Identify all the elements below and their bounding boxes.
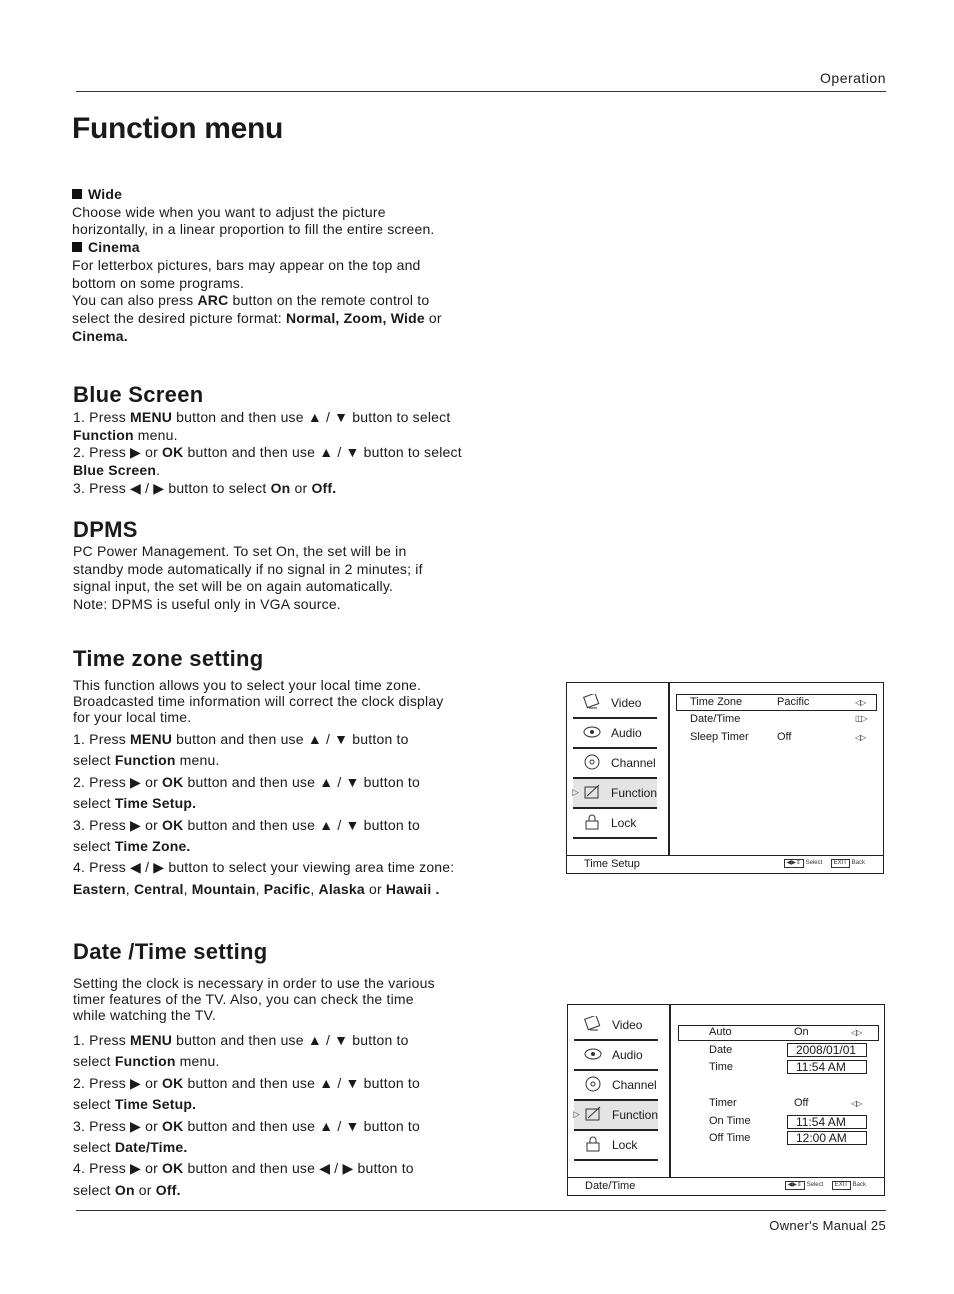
channel-icon: [584, 1076, 602, 1092]
tz-step-1b: select Function menu.: [73, 752, 220, 769]
menu-status-bar: Time Setup ◀▶⇕ Select EXIT Back: [567, 855, 883, 873]
dpms-text: [73, 543, 423, 614]
function-icon: [584, 1106, 602, 1122]
channel-icon: [583, 754, 601, 770]
date-time-title: Date /Time setting: [73, 939, 268, 964]
nav-keys-icon: ◀▶⇕: [785, 1181, 805, 1190]
tz-step-3b: select Time Zone.: [73, 837, 191, 854]
enter-arrow-icon: ◫▷: [855, 714, 867, 723]
arc-line-1: You can also press ARC button on the remote control to: [72, 292, 430, 309]
time-value-field[interactable]: 11:54 AM: [787, 1060, 867, 1074]
wide-line-1: Choose wide when you want to adjust the picture: [72, 203, 386, 220]
dt-step-2: 2. Press ▶ or OK button and then use ▲ / ▼ button to: [73, 1074, 420, 1091]
menu-row-on-time-label: On Time: [709, 1115, 751, 1127]
video-icon: [584, 1016, 602, 1032]
dpms-line-2: standby mode automatically if no signal in 2 minutes; if: [73, 560, 423, 577]
menu-status-bar: Date/Time ◀▶⇕ Select EXIT Back: [568, 1177, 884, 1195]
dt-step-4b: select On or Off.: [73, 1181, 181, 1198]
menu-item-function[interactable]: ▷ Function: [574, 1101, 658, 1131]
arc-line-3: Cinema.: [72, 327, 128, 344]
square-bullet-icon: [72, 242, 82, 252]
left-right-arrows-icon: ◁▷: [855, 698, 866, 707]
cinema-heading: Cinema: [72, 239, 512, 257]
tv-menu-date-time: Video Audio Channel ▷ Function Lock Auto On ◁▷ Date 2008/01/01 Time 11:54 AM Timer Off ◁▷ On Time 11:54 AM Off Time 12:00 AM Date/Time ◀▶⇕ Select EXIT Back: [567, 1004, 885, 1196]
dt-intro-1: Setting the clock is necessary in order to use the various: [73, 975, 435, 991]
menu-item-video[interactable]: Video: [573, 689, 657, 719]
audio-icon: [583, 724, 601, 740]
menu-row-date-label: Date: [709, 1044, 733, 1056]
dt-intro-3: while watching the TV.: [73, 1007, 216, 1023]
pointer-icon: ▷: [572, 787, 579, 797]
menu-item-lock[interactable]: Lock: [573, 809, 657, 839]
date-value-field[interactable]: 2008/01/01: [787, 1043, 867, 1057]
square-bullet-icon: [72, 189, 82, 199]
menu-item-audio[interactable]: Audio: [573, 719, 657, 749]
dt-step-3: 3. Press ▶ or OK button and then use ▲ / ▼ button to: [73, 1117, 420, 1134]
bs-step-2b: Blue Screen.: [73, 462, 161, 479]
dt-step-3b: select Date/Time.: [73, 1138, 188, 1155]
menu-row-off-time-label: Off Time: [709, 1132, 751, 1144]
bs-step-1: 1. Press MENU button and then use ▲ / ▼ button to select: [73, 409, 451, 425]
pointer-icon: ▷: [573, 1109, 580, 1119]
section-header: Operation: [820, 70, 886, 86]
dpms-title: DPMS: [73, 517, 138, 542]
off-time-value-field[interactable]: 12:00 AM: [787, 1131, 867, 1145]
bs-step-1b: Function menu.: [73, 426, 178, 443]
key-hints: ◀▶⇕ Select EXIT Back: [785, 1181, 866, 1190]
page-title: Function menu: [72, 112, 284, 145]
tz-zones: Eastern, Central, Mountain, Pacific, Alaska or Hawaii .: [73, 880, 440, 897]
menu-item-channel[interactable]: Channel: [574, 1071, 658, 1101]
left-right-arrows-icon: ◁▷: [851, 1028, 862, 1037]
key-hints: ◀▶⇕ Select EXIT Back: [784, 859, 865, 868]
dpms-line-1: PC Power Management. To set On, the set will be in: [73, 543, 407, 559]
time-zone-intro: [73, 677, 444, 725]
bottom-rule: [76, 1210, 886, 1211]
menu-item-function[interactable]: ▷ Function: [573, 779, 657, 809]
cinema-line-2: bottom on some programs.: [72, 274, 245, 291]
menu-item-video[interactable]: Video: [574, 1011, 658, 1041]
wide-heading: Wide: [72, 186, 512, 204]
wide-line-2: horizontally, in a linear proportion to fill the entire screen.: [72, 221, 435, 238]
lock-icon: [584, 1136, 602, 1152]
dpms-line-4: Note: DPMS is useful only in VGA source.: [73, 596, 341, 613]
menu-item-channel[interactable]: Channel: [573, 749, 657, 779]
dpms-line-3: signal input, the set will be on again automatically.: [73, 578, 394, 595]
nav-keys-icon: ◀▶⇕: [784, 859, 804, 868]
menu-item-audio[interactable]: Audio: [574, 1041, 658, 1071]
tz-intro-3: for your local time.: [73, 709, 192, 725]
function-icon: [583, 784, 601, 800]
dt-intro-2: timer features of the TV. Also, you can check the time: [73, 991, 414, 1007]
video-icon: [583, 694, 601, 710]
arc-line-2: select the desired picture format: Normal, Zoom, Wide or: [72, 309, 442, 326]
blue-screen-title: Blue Screen: [73, 382, 204, 407]
dt-step-1b: select Function menu.: [73, 1053, 220, 1070]
menu-item-lock[interactable]: Lock: [574, 1131, 658, 1161]
cinema-line-1: For letterbox pictures, bars may appear on the top and: [72, 256, 421, 273]
time-zone-steps: [73, 729, 454, 900]
tz-intro-2: Broadcasted time information will correct the clock display: [73, 693, 444, 709]
tz-step-2: 2. Press ▶ or OK button and then use ▲ / ▼ button to: [73, 773, 420, 790]
left-right-arrows-icon: ◁▷: [855, 733, 866, 742]
bs-step-2: 2. Press ▶ or OK button and then use ▲ / ▼ button to select: [73, 444, 462, 461]
blue-screen-steps: [73, 409, 462, 498]
tz-step-4: 4. Press ◀ / ▶ button to select your viewing area time zone:: [73, 859, 455, 876]
tz-step-2b: select Time Setup.: [73, 795, 197, 812]
tz-intro-1: This function allows you to select your local time zone.: [73, 677, 422, 693]
tv-menu-time-setup: Video Audio Channel ▷ Function Lock Time Zone Pacific ◁▷ Date/Time ◫▷ Sleep Timer Off ◁▷ Time Setup ◀▶⇕ Select EXIT Back: [566, 682, 884, 874]
tz-step-3: 3. Press ▶ or OK button and then use ▲ / ▼ button to: [73, 816, 420, 833]
bs-step-3: 3. Press ◀ / ▶ button to select On or Off.: [73, 479, 337, 496]
audio-icon: [584, 1046, 602, 1062]
date-time-steps: [73, 1030, 420, 1201]
tz-step-1: 1. Press MENU button and then use ▲ / ▼ button to: [73, 731, 409, 747]
menu-sidebar: [568, 1005, 671, 1177]
date-time-intro: [73, 975, 435, 1023]
menu-sidebar: [567, 683, 670, 855]
dt-step-4: 4. Press ▶ or OK button and then use ◀ / ▶ button to: [73, 1160, 414, 1177]
menu-row-time-label: Time: [709, 1061, 734, 1073]
top-rule: [76, 91, 886, 92]
dt-step-1: 1. Press MENU button and then use ▲ / ▼ button to: [73, 1032, 409, 1048]
time-zone-title: Time zone setting: [73, 646, 264, 671]
lock-icon: [583, 814, 601, 830]
on-time-value-field[interactable]: 11:54 AM: [787, 1115, 867, 1129]
dt-step-2b: select Time Setup.: [73, 1096, 197, 1113]
intro-block: [72, 186, 512, 345]
page-footer: Owner's Manual 25: [769, 1218, 886, 1233]
left-right-arrows-icon: ◁▷: [851, 1099, 862, 1108]
